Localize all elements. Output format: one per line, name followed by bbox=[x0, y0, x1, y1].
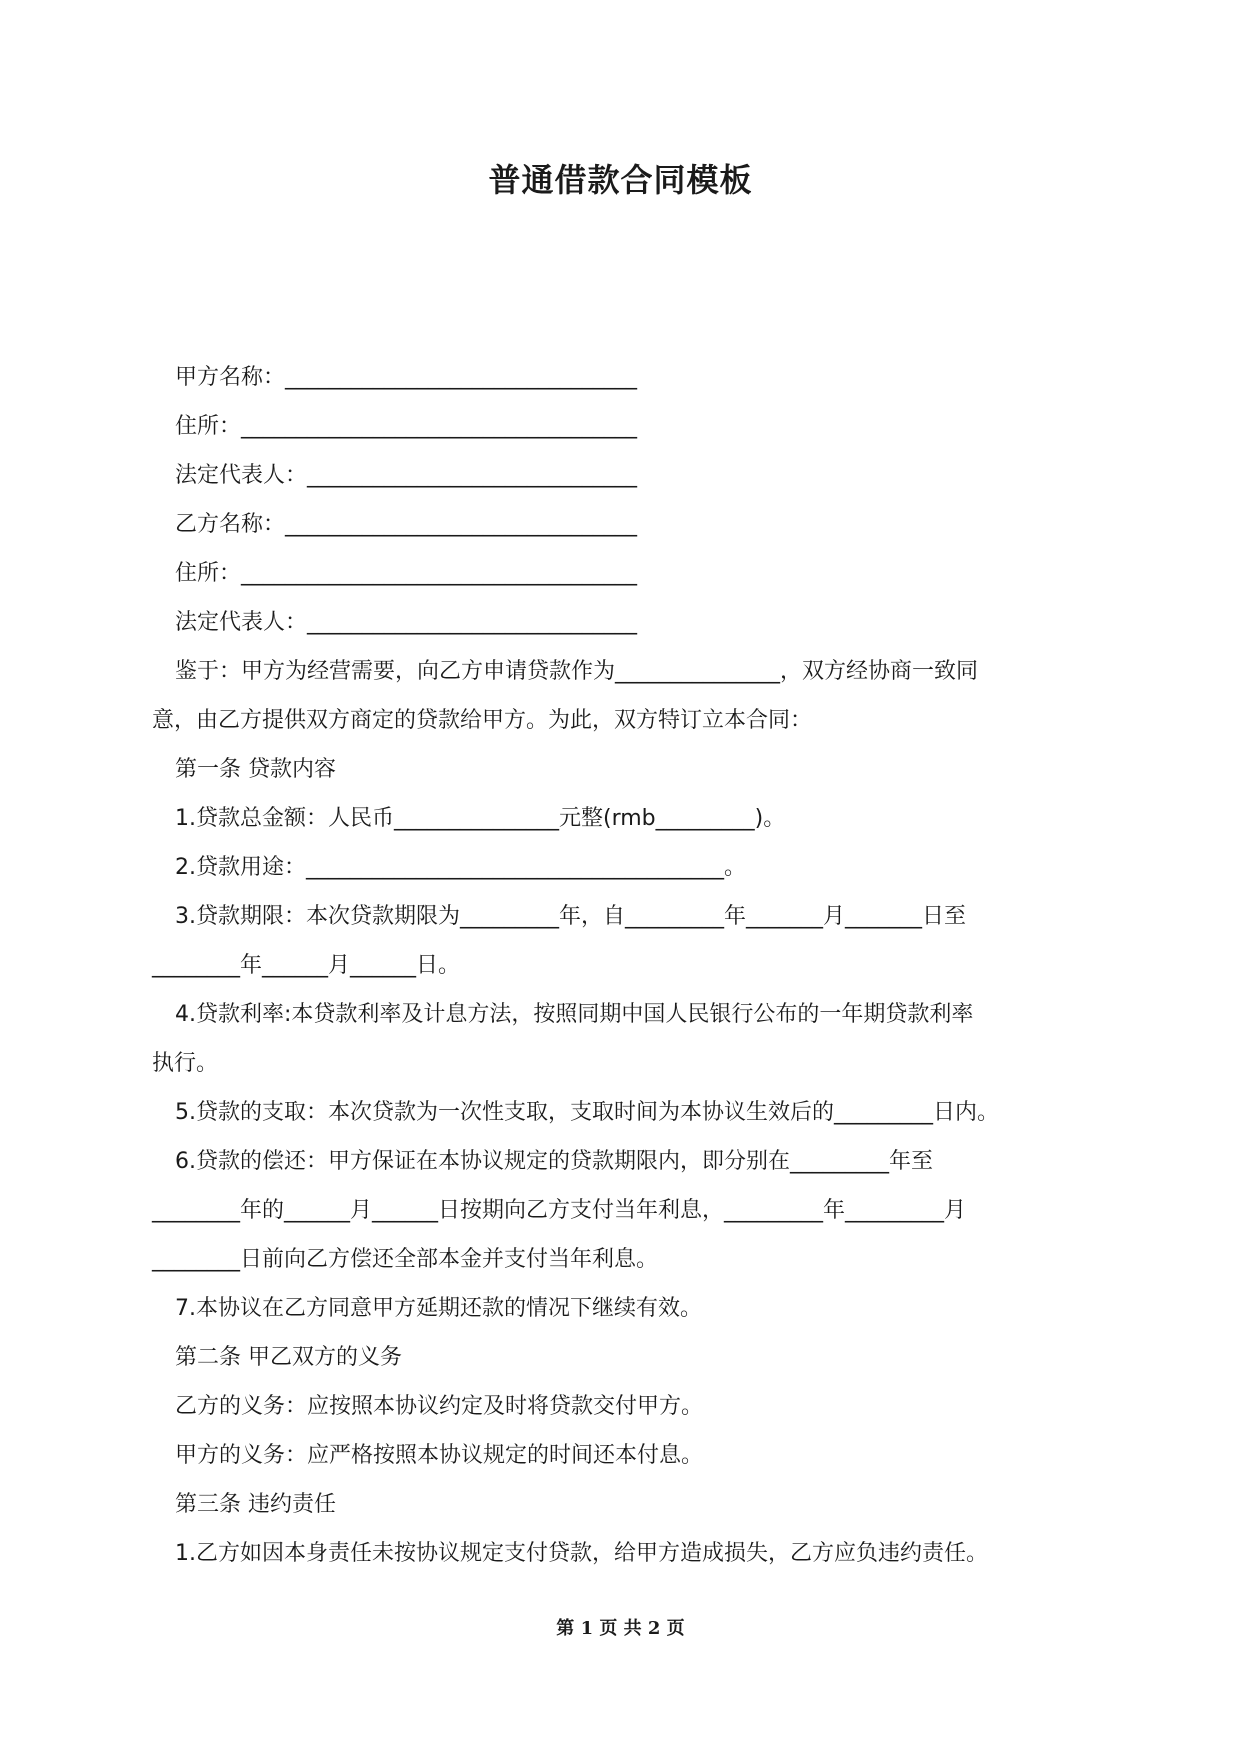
loan-amount-item: 1.贷款总金额：人民币_______________元整(rmb_________)。 bbox=[175, 806, 786, 831]
party-b-name-line: 乙方名称：________________________________ bbox=[175, 512, 638, 537]
loan-withdrawal-item: 5.贷款的支取：本次贷款为一次性支取，支取时间为本协议生效后的_________日内。 bbox=[175, 1100, 999, 1125]
party-a-name-line: 甲方名称：________________________________ bbox=[175, 365, 638, 390]
interest-rate-item: 4.贷款利率:本贷款利率及计息方法，按照同期中国人民银行公布的一年期贷款利率 bbox=[175, 1002, 974, 1027]
party-b-obligation-item: 乙方的义务：应按照本协议约定及时将贷款交付甲方。 bbox=[175, 1394, 704, 1419]
article-1-heading: 第一条 贷款内容 bbox=[175, 757, 336, 782]
party-b-address-line: 住所：____________________________________ bbox=[175, 561, 638, 586]
interest-rate-continuation: 执行。 bbox=[152, 1051, 219, 1076]
party-a-representative-line: 法定代表人：______________________________ bbox=[175, 463, 638, 488]
party-b-representative-line: 法定代表人：______________________________ bbox=[175, 610, 638, 635]
breach-liability-item: 1.乙方如因本身责任未按协议规定支付贷款，给甲方造成损失，乙方应负违约责任。 bbox=[175, 1541, 988, 1566]
document-title: 普通借款合同模板 bbox=[488, 161, 753, 199]
loan-repayment-item: 6.贷款的偿还：甲方保证在本协议规定的贷款期限内，即分别在_________年至 bbox=[175, 1149, 933, 1174]
loan-term-item: 3.贷款期限：本次贷款期限为_________年，自_________年_______月_______日至 bbox=[175, 904, 966, 929]
contract-body bbox=[152, 353, 1102, 1578]
loan-purpose-item: 2.贷款用途：______________________________________。 bbox=[175, 855, 746, 880]
party-a-obligation-item: 甲方的义务：应严格按照本协议规定的时间还本付息。 bbox=[175, 1443, 704, 1468]
loan-repayment-continuation-1: ________年的______月______日按期向乙方支付当年利息，_________年_________月 bbox=[152, 1198, 967, 1223]
page-number-footer: 第 1 页 共 2 页 bbox=[556, 1618, 685, 1639]
whereas-clause-continuation: 意，由乙方提供双方商定的贷款给甲方。为此，双方特订立本合同： bbox=[152, 708, 813, 733]
loan-term-continuation: ________年______月______日。 bbox=[152, 953, 461, 978]
party-a-address-line: 住所：____________________________________ bbox=[175, 414, 638, 439]
loan-repayment-continuation-2: ________日前向乙方偿还全部本金并支付当年利息。 bbox=[152, 1247, 659, 1272]
article-2-heading: 第二条 甲乙双方的义务 bbox=[175, 1345, 402, 1370]
whereas-clause-line: 鉴于：甲方为经营需要，向乙方申请贷款作为_______________，双方经协商一致同 bbox=[175, 659, 979, 684]
extension-validity-item: 7.本协议在乙方同意甲方延期还款的情况下继续有效。 bbox=[175, 1296, 702, 1321]
article-3-heading: 第三条 违约责任 bbox=[175, 1492, 336, 1517]
